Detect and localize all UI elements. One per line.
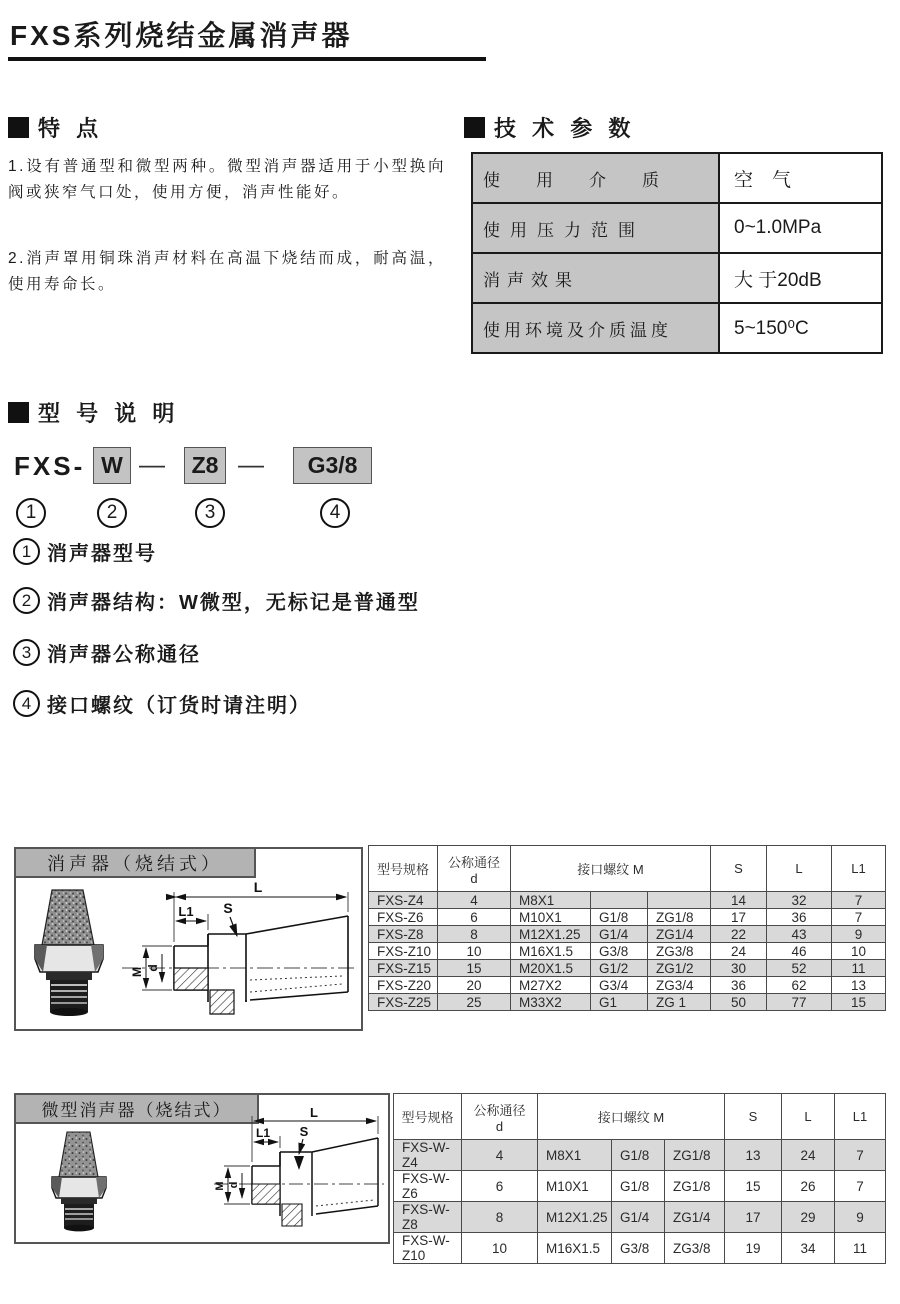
- table-cell: 46: [767, 943, 832, 960]
- title-underline: [8, 57, 486, 61]
- svg-text:L: L: [310, 1106, 318, 1120]
- table-header-row: [394, 1094, 886, 1140]
- col-s: S: [725, 1094, 782, 1140]
- table-cell: 7: [835, 1140, 886, 1171]
- col-s: S: [711, 846, 767, 892]
- table-row: [472, 153, 882, 203]
- model-note-3: [13, 638, 201, 667]
- table-cell: FXS-Z25: [369, 994, 438, 1011]
- muffler-table-body: [369, 892, 886, 1011]
- note-number: 4: [13, 690, 40, 717]
- model-code-dash: —: [139, 449, 165, 479]
- table-cell: FXS-Z10: [369, 943, 438, 960]
- table-cell: FXS-Z8: [369, 926, 438, 943]
- col-model: 型号规格: [369, 846, 438, 892]
- table-cell: 62: [767, 977, 832, 994]
- table-cell: 9: [835, 1202, 886, 1233]
- feature-item-2: 2.消声罩用铜珠消声材料在高温下烧结而成，耐高温，使用寿命长。: [8, 250, 446, 293]
- table-cell: 6: [438, 909, 511, 926]
- table-cell: ZG3/8: [648, 943, 711, 960]
- model-note-4: [13, 689, 311, 718]
- table-cell: G1/8: [612, 1171, 665, 1202]
- feature-item-1: 1.设有普通型和微型两种。微型消声器适用于小型换向阀或狭窄气口处，使用方便，消声性能好。: [8, 158, 446, 201]
- marker-4: 4: [320, 498, 350, 528]
- table-cell: 10: [438, 943, 511, 960]
- model-note-1: [13, 537, 157, 566]
- svg-text:M: M: [214, 1181, 226, 1191]
- table-cell: ZG1/4: [665, 1202, 725, 1233]
- page-title: FXS系列烧结金属消声器: [10, 20, 353, 51]
- table-cell: G1/8: [591, 909, 648, 926]
- table-row: [394, 1233, 886, 1264]
- table-cell: ZG1/8: [648, 909, 711, 926]
- param-label: 使用环境及介质温度: [472, 303, 719, 353]
- table-cell: 13: [725, 1140, 782, 1171]
- model-code-box-diameter: Z8: [184, 447, 226, 484]
- table-cell: G1/2: [591, 960, 648, 977]
- svg-text:M: M: [130, 967, 144, 977]
- table-cell: FXS-Z15: [369, 960, 438, 977]
- table-row: [369, 892, 886, 909]
- col-l: L: [782, 1094, 835, 1140]
- svg-text:L: L: [253, 880, 263, 895]
- table-cell: 24: [782, 1140, 835, 1171]
- table-cell: M12X1.25: [511, 926, 591, 943]
- table-cell: G1: [591, 994, 648, 1011]
- table-cell: 77: [767, 994, 832, 1011]
- model-code-heading: [8, 397, 179, 428]
- features-heading: [8, 112, 103, 143]
- micro-section-banner: 微型消声器（烧结式）: [14, 1093, 259, 1124]
- model-code-box-thread: G3/8: [293, 447, 372, 484]
- note-text: 消声器型号: [47, 543, 157, 565]
- table-cell: 19: [725, 1233, 782, 1264]
- col-l: L: [767, 846, 832, 892]
- note-number: 2: [13, 587, 40, 614]
- table-cell: M20X1.5: [511, 960, 591, 977]
- table-cell: 20: [438, 977, 511, 994]
- muffler-dimensions-table: [368, 845, 886, 1011]
- table-cell: 9: [832, 926, 886, 943]
- table-cell: 4: [462, 1140, 538, 1171]
- micro-muffler-dimensions-table: [393, 1093, 886, 1264]
- svg-text:S: S: [223, 900, 233, 916]
- table-cell: ZG 1: [648, 994, 711, 1011]
- table-cell: 7: [832, 909, 886, 926]
- table-cell: 13: [832, 977, 886, 994]
- table-cell: 14: [711, 892, 767, 909]
- table-row: [369, 977, 886, 994]
- param-label: 使用压力范围: [472, 203, 719, 253]
- table-cell: G3/8: [591, 943, 648, 960]
- black-square-icon: [8, 117, 29, 138]
- table-cell: 29: [782, 1202, 835, 1233]
- param-label: 消声效果: [472, 253, 719, 303]
- table-cell: G3/4: [591, 977, 648, 994]
- table-row: [369, 926, 886, 943]
- table-cell: G1/4: [612, 1202, 665, 1233]
- table-cell: M27X2: [511, 977, 591, 994]
- col-l1: L1: [832, 846, 886, 892]
- table-cell: 24: [711, 943, 767, 960]
- table-row: [394, 1202, 886, 1233]
- features-heading-label: 特 点: [38, 116, 104, 141]
- table-cell: 43: [767, 926, 832, 943]
- table-cell: 36: [711, 977, 767, 994]
- muffler-dimension-drawing: [116, 880, 360, 1030]
- black-square-icon: [8, 402, 29, 423]
- table-cell: 36: [767, 909, 832, 926]
- note-number: 3: [13, 639, 40, 666]
- table-cell: FXS-W-Z4: [394, 1140, 462, 1171]
- table-cell: ZG1/8: [665, 1140, 725, 1171]
- svg-text:d: d: [228, 1181, 240, 1189]
- table-cell: G3/8: [612, 1233, 665, 1264]
- table-cell: 25: [438, 994, 511, 1011]
- model-code-prefix: FXS-: [14, 451, 86, 481]
- muffler-photo: [33, 888, 105, 1016]
- param-value: 0~1.0MPa: [719, 203, 882, 253]
- model-code-dash: —: [238, 449, 264, 479]
- table-row: [394, 1140, 886, 1171]
- table-cell: 8: [462, 1202, 538, 1233]
- table-row: [369, 994, 886, 1011]
- table-cell: G1/8: [612, 1140, 665, 1171]
- col-diameter-line1: 公称通径: [447, 854, 500, 870]
- table-cell: ZG1/4: [648, 926, 711, 943]
- table-cell: 10: [832, 943, 886, 960]
- table-cell: M10X1: [511, 909, 591, 926]
- table-cell: ZG1/2: [648, 960, 711, 977]
- muffler-section-banner: 消声器（烧结式）: [14, 847, 256, 878]
- param-value: 大 于20dB: [719, 253, 882, 303]
- model-code-box-structure: W: [93, 447, 131, 484]
- table-cell: M33X2: [511, 994, 591, 1011]
- table-cell: 26: [782, 1171, 835, 1202]
- model-note-2: [13, 586, 420, 615]
- col-thread: 接口螺纹 M: [511, 846, 711, 892]
- table-cell: 52: [767, 960, 832, 977]
- table-cell: 15: [438, 960, 511, 977]
- table-cell: [648, 892, 711, 909]
- table-cell: FXS-W-Z8: [394, 1202, 462, 1233]
- svg-text:d: d: [146, 964, 160, 972]
- col-l1: L1: [835, 1094, 886, 1140]
- col-model: 型号规格: [394, 1094, 462, 1140]
- table-row: [472, 303, 882, 353]
- table-cell: M10X1: [538, 1171, 612, 1202]
- col-diameter: [462, 1094, 538, 1140]
- table-cell: 15: [725, 1171, 782, 1202]
- param-value: 空 气: [719, 153, 882, 203]
- black-square-icon: [464, 117, 485, 138]
- table-cell: FXS-Z6: [369, 909, 438, 926]
- table-cell: 17: [725, 1202, 782, 1233]
- tech-params-heading: [464, 112, 635, 143]
- table-cell: G1/4: [591, 926, 648, 943]
- col-thread: 接口螺纹 M: [538, 1094, 725, 1140]
- note-text: 接口螺纹（订货时请注明）: [47, 695, 311, 717]
- marker-3: 3: [195, 498, 225, 528]
- model-code-heading-label: 型 号 说 明: [38, 401, 180, 426]
- col-diameter-line2: d: [470, 870, 478, 886]
- marker-1: 1: [16, 498, 46, 528]
- svg-text:L1: L1: [178, 904, 194, 919]
- col-diameter: [438, 846, 511, 892]
- table-cell: [591, 892, 648, 909]
- note-text: 消声器结构：W微型，无标记是普通型: [47, 592, 420, 614]
- table-cell: 8: [438, 926, 511, 943]
- table-cell: 17: [711, 909, 767, 926]
- table-cell: 11: [832, 960, 886, 977]
- param-value: 5~150⁰C: [719, 303, 882, 353]
- col-diameter-line2: d: [495, 1118, 504, 1134]
- param-label: 使用介质: [472, 153, 719, 203]
- tech-params-heading-label: 技 术 参 数: [494, 116, 636, 141]
- table-cell: 30: [711, 960, 767, 977]
- table-cell: FXS-W-Z6: [394, 1171, 462, 1202]
- svg-text:S: S: [299, 1124, 309, 1139]
- table-cell: M8X1: [538, 1140, 612, 1171]
- micro-muffler-photo: [50, 1130, 108, 1232]
- svg-text:L1: L1: [255, 1126, 271, 1140]
- table-cell: 6: [462, 1171, 538, 1202]
- note-text: 消声器公称通径: [47, 644, 201, 666]
- note-number: 1: [13, 538, 40, 565]
- table-cell: ZG3/8: [665, 1233, 725, 1264]
- table-cell: M8X1: [511, 892, 591, 909]
- table-cell: 10: [462, 1233, 538, 1264]
- table-cell: M16X1.5: [538, 1233, 612, 1264]
- table-row: [369, 960, 886, 977]
- table-cell: FXS-Z4: [369, 892, 438, 909]
- table-cell: 7: [835, 1171, 886, 1202]
- table-cell: 7: [832, 892, 886, 909]
- tech-params-table: [471, 152, 883, 354]
- table-cell: 4: [438, 892, 511, 909]
- table-cell: 22: [711, 926, 767, 943]
- table-header-row: [369, 846, 886, 892]
- table-row: [472, 253, 882, 303]
- table-row: [472, 203, 882, 253]
- table-cell: 15: [832, 994, 886, 1011]
- table-cell: FXS-Z20: [369, 977, 438, 994]
- table-cell: 34: [782, 1233, 835, 1264]
- table-cell: 11: [835, 1233, 886, 1264]
- col-diameter-line1: 公称通径: [473, 1102, 526, 1118]
- table-row: [369, 909, 886, 926]
- table-row: [369, 943, 886, 960]
- table-cell: M16X1.5: [511, 943, 591, 960]
- micro-table-body: [394, 1140, 886, 1264]
- micro-muffler-dimension-drawing: [210, 1106, 388, 1242]
- table-cell: 32: [767, 892, 832, 909]
- table-row: [394, 1171, 886, 1202]
- table-cell: M12X1.25: [538, 1202, 612, 1233]
- marker-2: 2: [97, 498, 127, 528]
- table-cell: ZG3/4: [648, 977, 711, 994]
- table-cell: 50: [711, 994, 767, 1011]
- table-cell: FXS-W-Z10: [394, 1233, 462, 1264]
- table-cell: ZG1/8: [665, 1171, 725, 1202]
